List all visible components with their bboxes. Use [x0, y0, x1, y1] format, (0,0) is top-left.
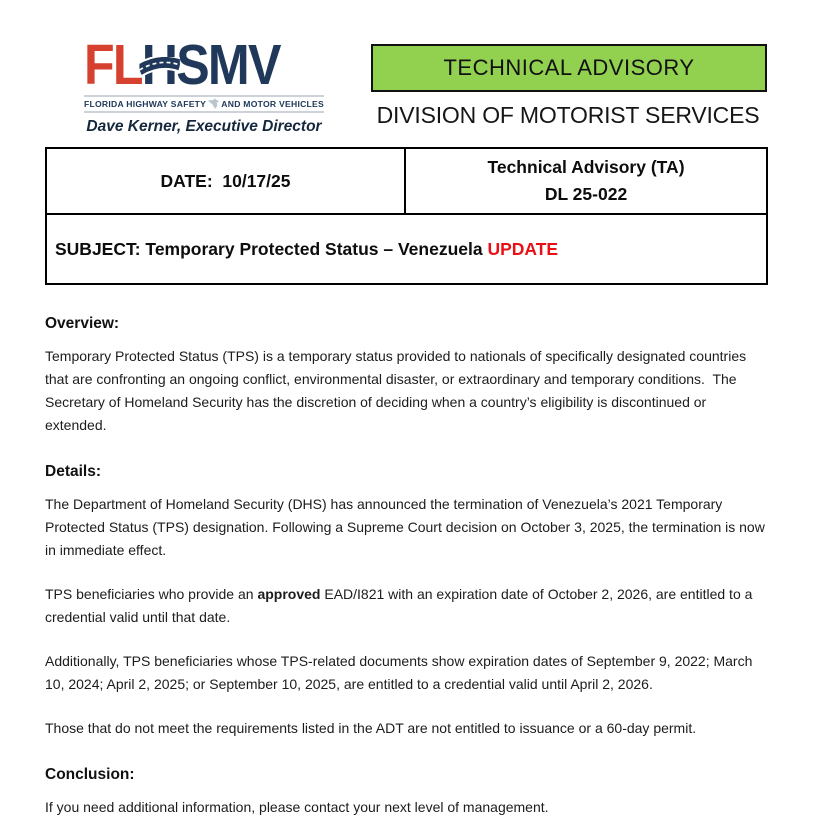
advisory-number: DL 25-022 — [544, 184, 628, 204]
details-paragraph-3: Additionally, TPS beneficiaries whose TPS-related documents show expiration dates of September 9, 2022; March 10, 2024; April 2, 2025; or September 10, 2025, are entitled to a credential valid until April 2, 2026. — [45, 653, 757, 692]
advisory-info-table — [45, 147, 768, 285]
table-row — [47, 149, 766, 215]
technical-advisory-banner — [371, 44, 767, 92]
tagline-left-text: FLORIDA HIGHWAY SAFETY — [84, 99, 207, 109]
florida-state-icon — [208, 93, 219, 115]
document-body — [45, 285, 768, 825]
logo-h-text: H — [142, 38, 176, 92]
subject-cell — [47, 215, 766, 283]
flhsmv-logo — [84, 33, 280, 97]
logo-smv-text: SMV — [176, 33, 280, 97]
highway-road-icon — [139, 57, 179, 75]
details-paragraph-4: Those that do not meet the requirements listed in the ADT are not entitled to issuance or a 60-day permit. — [45, 720, 697, 736]
logo-tagline — [84, 95, 324, 113]
approved-emphasis: approved — [257, 586, 321, 602]
details-paragraph-2: TPS beneficiaries who provide an approved EAD/I821 with an expiration date of October 2, 2026, are entitled to a credential valid until that date. — [45, 586, 757, 625]
flhsmv-logo-block — [84, 33, 324, 136]
advisory-id-cell — [406, 149, 766, 213]
subject-text: SUBJECT: Temporary Protected Status – Venezuela — [55, 238, 488, 259]
overview-heading: Overview: — [45, 315, 120, 332]
tagline-right-text: AND MOTOR VEHICLES — [221, 99, 324, 109]
executive-director-name: Dave Kerner, Executive Director — [86, 118, 322, 135]
date-cell: DATE: 10/17/25 — [47, 149, 406, 213]
details-heading: Details: — [45, 463, 101, 480]
conclusion-paragraph: If you need additional information, please contact your next level of management. — [45, 799, 549, 815]
logo-fl-text: FL — [84, 33, 142, 97]
division-title: DIVISION OF MOTORIST SERVICES — [376, 102, 760, 128]
overview-paragraph: Temporary Protected Status (TPS) is a temporary status provided to nationals of specifically designated countries that are confronting an ongoing conflict, environmental disaster, or extraordinary and temporary conditions. The Secretary of Homeland Security has the discretion of deciding when a country’s eligibility is discontinued or extended. — [45, 348, 751, 433]
details-paragraph-1: The Department of Homeland Security (DHS) has announced the termination of Venezuela’s 2021 Temporary Protected Status (TPS) designation. Following a Supreme Court decision on October 3, 2025, the termination is now in immediate effect. — [45, 496, 769, 558]
advisory-type: Technical Advisory (TA) — [487, 157, 685, 177]
subject-update-label: UPDATE — [487, 238, 559, 259]
banner-title: TECHNICAL ADVISORY — [443, 55, 695, 80]
conclusion-heading: Conclusion: — [45, 766, 135, 783]
